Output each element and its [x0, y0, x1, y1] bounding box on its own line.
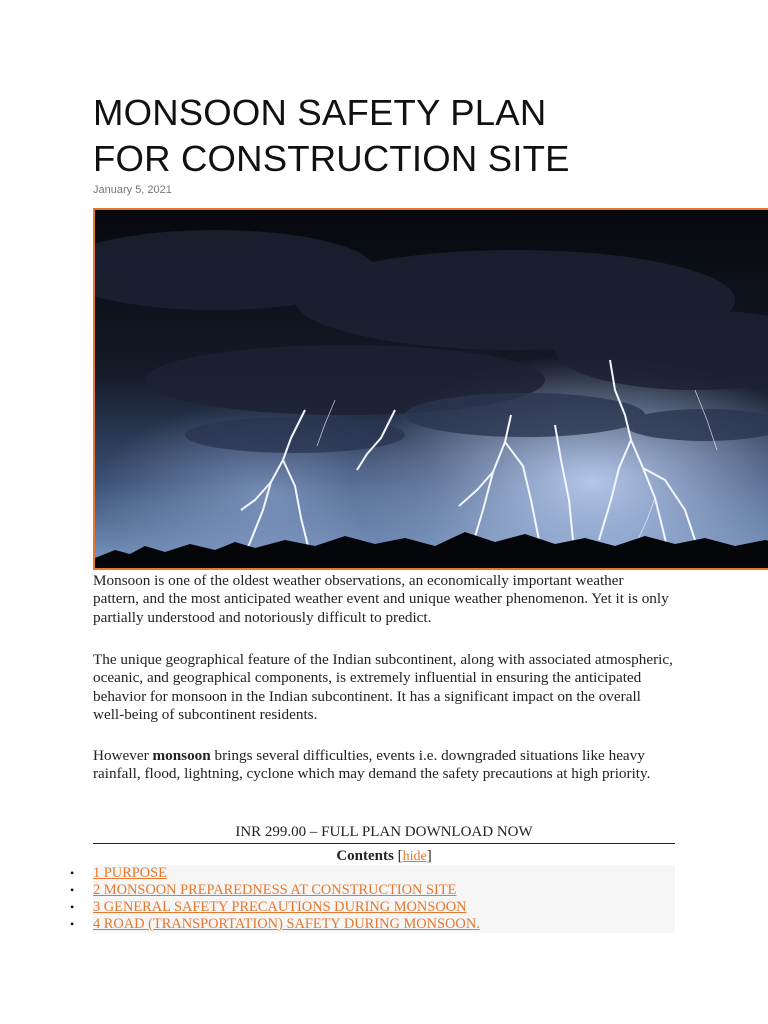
intro-paragraph: Monsoon is one of the oldest weather observations, an economically important weather pattern, and the most anticipated weather event and unique weather phenomenon. Yet it is only partially understood and notoriously difficult to predict. — [93, 572, 669, 626]
toc-heading — [93, 848, 675, 865]
toc-link-preparedness[interactable]: 2 MONSOON PREPAREDNESS AT CONSTRUCTION SITE — [93, 882, 457, 898]
toc-bracket-open: [ — [393, 848, 403, 864]
p3-bold-monsoon: monsoon — [152, 747, 211, 764]
toc-item — [70, 865, 675, 882]
title-line-2: FOR CONSTRUCTION SITE — [93, 138, 570, 179]
toc-item — [70, 916, 675, 933]
bullet-icon: • — [70, 900, 75, 914]
title-line-1: MONSOON SAFETY PLAN — [93, 92, 547, 133]
bullet-icon: • — [70, 917, 75, 931]
post-date: January 5, 2021 — [93, 184, 172, 196]
bullet-icon: • — [70, 866, 75, 880]
p3-before: However — [93, 747, 153, 764]
download-plan-link[interactable]: INR 299.00 – FULL PLAN DOWNLOAD NOW — [93, 824, 675, 844]
toc-item — [70, 899, 675, 916]
geography-paragraph: The unique geographical feature of the Indian subcontinent, along with associated atmospheric, oceanic, and geographical components, is extremely influential in ensuring the anticipated behavior for monsoon in the Indian subcontinent. It has a significant impact on the overall well-being of subcontinent residents. — [93, 651, 673, 723]
toc-link-road-safety[interactable]: 4 ROAD (TRANSPORTATION) SAFETY DURING MONSOON. — [93, 916, 480, 932]
toc-link-general-safety[interactable]: 3 GENERAL SAFETY PRECAUTIONS DURING MONSOON — [93, 899, 467, 915]
difficulties-paragraph — [93, 747, 673, 784]
toc-bracket-close: ] — [426, 848, 432, 864]
toc-item — [70, 882, 675, 899]
toc-link-purpose[interactable]: 1 PURPOSE — [93, 865, 167, 881]
page-title — [93, 90, 693, 182]
toc-list — [70, 865, 675, 933]
toc-hide-toggle[interactable]: hide — [402, 849, 427, 864]
toc-title: Contents — [336, 848, 394, 864]
p3-after: brings several difficulties, events i.e. downgraded situations like heavy rainfall, flood, lightning, cyclone which may demand the safety precautions at high priority. — [93, 747, 651, 783]
bullet-icon: • — [70, 883, 75, 897]
hero-image-lightning-storm — [93, 208, 768, 570]
